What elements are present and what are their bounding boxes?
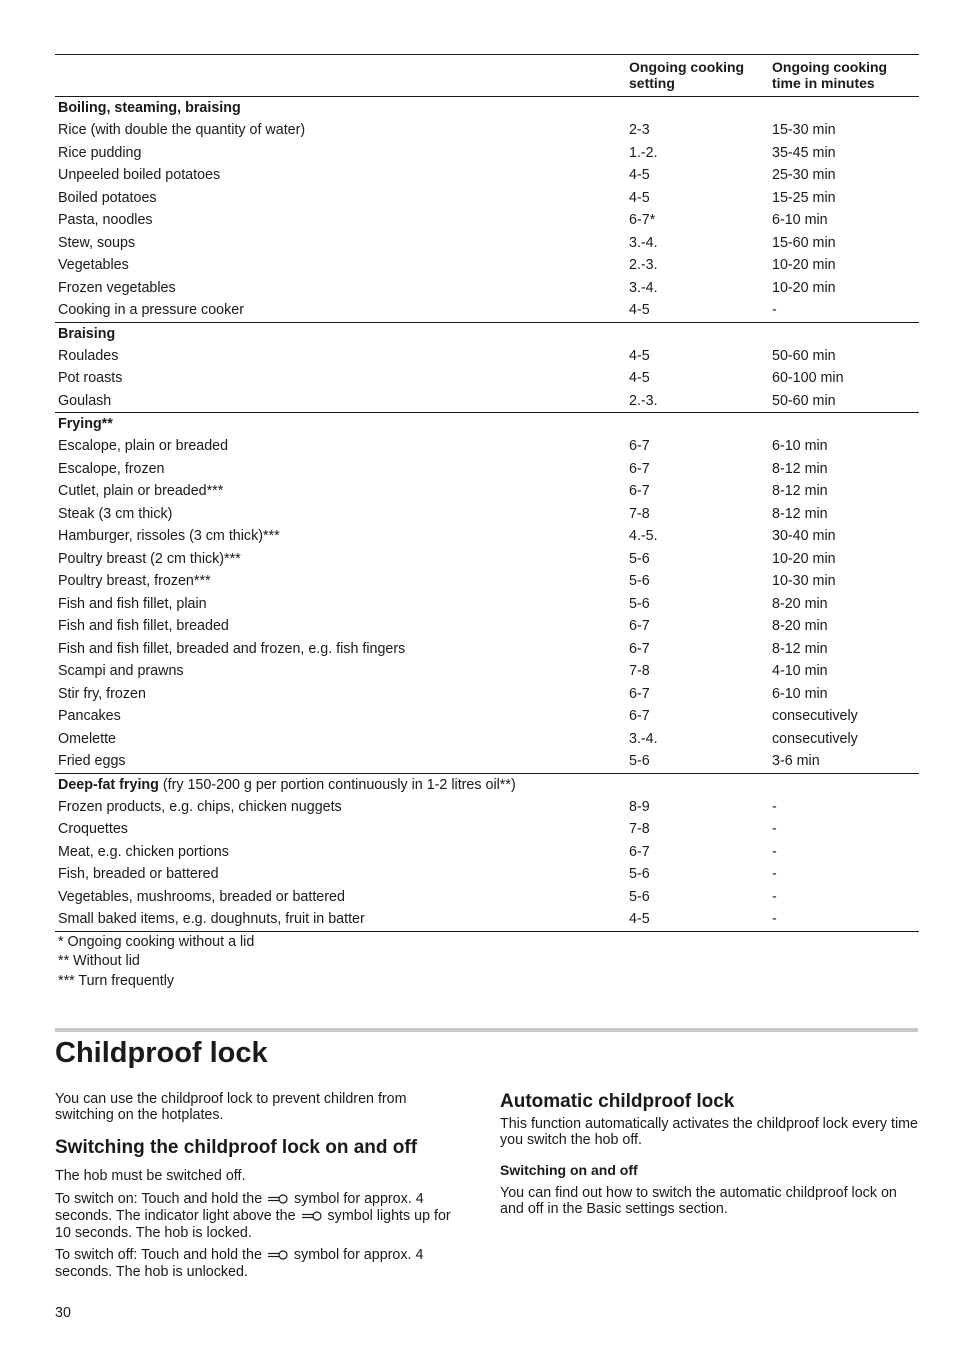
food-cell: Fish and fish fillet, plain (58, 595, 207, 612)
time-cell: 25-30 min (772, 167, 836, 183)
setting-cell: 7-8 (629, 505, 650, 522)
section-divider (55, 1028, 918, 1032)
food-cell: Croquettes (58, 821, 128, 837)
table-body (55, 97, 919, 932)
section-title: Childproof lock (55, 1037, 268, 1069)
table-row (55, 660, 919, 683)
table-row (55, 164, 919, 187)
setting-cell: 6-7 (629, 438, 650, 454)
intro-text: You can use the childproof lock to prevent children from switching on the hotplates. (55, 1091, 407, 1123)
time-cell: - (772, 798, 777, 815)
setting-cell: 6-7 (629, 708, 650, 724)
setting-cell: 6-7 (629, 685, 650, 702)
switch-off-text (55, 1247, 465, 1280)
time-cell: 10-30 min (772, 573, 836, 589)
setting-cell: 6-7 (629, 618, 650, 634)
switch-on-part: To switch on: Touch and hold the (55, 1191, 263, 1207)
key-icon (302, 1209, 322, 1225)
food-cell: Boiled potatoes (58, 189, 157, 206)
time-cell: 6-10 min (772, 438, 828, 454)
switching-heading: Switching the childproof lock on and off (55, 1137, 418, 1158)
food-cell: Escalope, frozen (58, 460, 165, 477)
food-cell: Meat, e.g. chicken portions (58, 843, 229, 860)
group-title-text: Braising (58, 325, 116, 342)
setting-cell: 5-6 (629, 595, 650, 612)
table-group-row (55, 322, 919, 345)
table-row (55, 458, 919, 481)
food-cell: Steak (3 cm thick) (58, 505, 173, 522)
group-title-text: Boiling, steaming, braising (58, 100, 241, 116)
key-icon (268, 1192, 288, 1208)
group-title (55, 97, 919, 120)
setting-cell: 4-5 (629, 347, 650, 364)
time-cell: 8-12 min (772, 483, 828, 499)
food-cell: Unpeeled boiled potatoes (58, 167, 221, 183)
header-food (55, 55, 626, 97)
group-title (55, 322, 919, 345)
table-row (55, 435, 919, 458)
cooking-table (55, 54, 919, 932)
setting-cell: 4.-5. (629, 528, 658, 544)
table-group-row (55, 97, 919, 120)
food-cell: Fish, breaded or battered (58, 866, 219, 882)
table-row (55, 908, 919, 931)
food-cell: Goulash (58, 392, 112, 409)
time-cell: 6-10 min (772, 685, 828, 702)
time-cell: 50-60 min (772, 392, 836, 409)
time-cell: - (772, 843, 777, 860)
food-cell: Hamburger, rissoles (3 cm thick)*** (58, 528, 280, 544)
setting-cell: 6-7 (629, 483, 650, 499)
table-row (55, 525, 919, 548)
setting-cell: 3.-4. (629, 730, 658, 747)
switch-on-part: symbol lights up for 10 seconds. The hob is locked. (55, 1208, 451, 1241)
setting-cell: 4-5 (629, 302, 650, 318)
page-number: 30 (55, 1305, 71, 1321)
table-row (55, 142, 919, 165)
food-cell: Omelette (58, 730, 117, 747)
food-cell: Small baked items, e.g. doughnuts, fruit in batter (55, 908, 626, 931)
setting-cell: 6-7 (629, 460, 650, 477)
group-title-text: Deep-fat frying (58, 776, 159, 793)
time-cell: 4-10 min (772, 663, 828, 679)
time-cell: - (772, 821, 777, 837)
table-row (55, 705, 919, 728)
time-cell: 8-12 min (772, 640, 828, 657)
time-cell: 15-30 min (772, 122, 836, 138)
food-cell: Stew, soups (58, 234, 136, 251)
setting-cell: 3.-4. (629, 279, 658, 296)
food-cell: Rice pudding (58, 144, 142, 161)
table-row (55, 593, 919, 616)
group-title-text: Frying** (58, 416, 113, 432)
food-cell: Scampi and prawns (58, 663, 184, 679)
table-row (55, 367, 919, 390)
setting-cell: 5-6 (629, 573, 650, 589)
table-row (55, 818, 919, 841)
setting-cell: 6-7* (629, 212, 656, 228)
time-cell: 35-45 min (772, 144, 836, 161)
key-icon (268, 1248, 288, 1264)
food-cell: Frozen products, e.g. chips, chicken nuggets (58, 798, 342, 815)
table-row (55, 683, 919, 706)
setting-cell: 4-5 (626, 908, 769, 931)
setting-cell: 8-9 (629, 798, 650, 815)
table-row (55, 390, 919, 413)
time-cell: consecutively (772, 708, 858, 724)
food-cell: Poultry breast, frozen*** (58, 573, 211, 589)
time-cell: 10-20 min (772, 550, 836, 567)
setting-cell: 2.-3. (629, 392, 658, 409)
switch-off-part: symbol for approx. 4 seconds. The hob is unlocked. (55, 1247, 424, 1280)
setting-cell: 5-6 (629, 866, 650, 882)
table-row (55, 750, 919, 773)
automatic-subtext: You can find out how to switch the automatic childproof lock on and off in the Basic settings section. (500, 1185, 897, 1217)
table-row (55, 480, 919, 503)
food-cell: Pancakes (58, 708, 121, 724)
time-cell: 30-40 min (772, 528, 836, 544)
setting-cell: 5-6 (629, 753, 650, 769)
header-setting: Ongoing cooking setting (626, 55, 769, 97)
time-cell: 10-20 min (772, 257, 836, 273)
food-cell: Poultry breast (2 cm thick)*** (58, 550, 241, 567)
food-cell: Rice (with double the quantity of water) (58, 122, 306, 138)
food-cell: Cutlet, plain or breaded*** (58, 483, 224, 499)
setting-cell: 7-8 (629, 821, 650, 837)
right-column (500, 1091, 918, 1217)
group-note: (fry 150-200 g per portion continuously in 1-2 litres oil**) (158, 776, 516, 793)
setting-cell: 4-5 (629, 167, 650, 183)
food-cell: Roulades (58, 347, 119, 364)
table-row (55, 299, 919, 322)
food-cell: Vegetables (58, 257, 129, 273)
food-cell: Escalope, plain or breaded (58, 438, 229, 454)
time-cell: 15-60 min (772, 234, 836, 251)
automatic-subheading: Switching on and off (500, 1162, 638, 1178)
cooking-table-container (55, 54, 919, 992)
time-cell: - (769, 908, 919, 931)
table-row (55, 503, 919, 526)
setting-cell: 2-3 (629, 122, 650, 138)
food-cell: Frozen vegetables (58, 279, 176, 296)
automatic-text: This function automatically activates the childproof lock every time you switch the hob off. (500, 1116, 918, 1148)
time-cell: 15-25 min (772, 189, 836, 206)
table-group-row (55, 413, 919, 436)
time-cell: 8-20 min (772, 618, 828, 634)
setting-cell: 4-5 (629, 370, 650, 386)
table-row (55, 548, 919, 571)
setting-cell: 3.-4. (629, 234, 658, 251)
time-cell: 6-10 min (772, 212, 828, 228)
time-cell: 8-20 min (772, 595, 828, 612)
setting-cell: 2.-3. (629, 257, 658, 273)
table-row (55, 638, 919, 661)
time-cell: 8-12 min (772, 460, 828, 477)
group-title (55, 413, 919, 436)
automatic-heading: Automatic childproof lock (500, 1091, 735, 1112)
time-cell: 3-6 min (772, 753, 820, 769)
group-title (55, 773, 919, 796)
table-row (55, 886, 919, 909)
setting-cell: 6-7 (629, 640, 650, 657)
table-row (55, 345, 919, 368)
food-cell: Stir fry, frozen (58, 685, 146, 702)
table-row (55, 728, 919, 751)
switch-on-part: symbol for approx. 4 seconds. The indicator light above the (55, 1191, 424, 1224)
food-cell: Fried eggs (58, 753, 126, 769)
footnotes (55, 933, 919, 992)
footnote: ** Without lid (58, 953, 140, 970)
switch-on-text (55, 1191, 465, 1241)
food-cell: Pasta, noodles (58, 212, 153, 228)
setting-cell: 4-5 (629, 189, 650, 206)
setting-cell: 7-8 (629, 663, 650, 679)
food-cell: Vegetables, mushrooms, breaded or battered (58, 888, 345, 905)
time-cell: 10-20 min (772, 279, 836, 296)
food-cell: Cooking in a pressure cooker (58, 302, 244, 318)
setting-cell: 1.-2. (629, 144, 658, 161)
time-cell: - (772, 866, 777, 882)
table-row (55, 841, 919, 864)
prereq-text: The hob must be switched off. (55, 1168, 246, 1184)
time-cell: - (772, 888, 777, 905)
time-cell: 50-60 min (772, 347, 836, 364)
time-cell: - (772, 302, 777, 318)
left-column (55, 1091, 465, 1280)
table-row (55, 119, 919, 142)
food-cell: Pot roasts (58, 370, 123, 386)
table-row (55, 863, 919, 886)
time-cell: consecutively (772, 730, 858, 747)
time-cell: 60-100 min (772, 370, 844, 386)
table-row (55, 277, 919, 300)
table-row (55, 187, 919, 210)
table-row (55, 232, 919, 255)
setting-cell: 6-7 (629, 843, 650, 860)
header-time: Ongoing cooking time in minutes (769, 55, 919, 97)
table-group-row (55, 773, 919, 796)
table-row (55, 615, 919, 638)
table-row (55, 796, 919, 819)
food-cell: Fish and fish fillet, breaded (58, 618, 229, 634)
footnote: * Ongoing cooking without a lid (58, 933, 255, 950)
switch-off-part: To switch off: Touch and hold the (55, 1247, 262, 1263)
table-row (55, 570, 919, 593)
food-cell: Fish and fish fillet, breaded and frozen, e.g. fish fingers (58, 640, 406, 657)
footnote: *** Turn frequently (58, 972, 175, 989)
table-row (55, 254, 919, 277)
time-cell: 8-12 min (772, 505, 828, 522)
table-header-row (55, 55, 919, 97)
setting-cell: 5-6 (629, 888, 650, 905)
setting-cell: 5-6 (629, 550, 650, 567)
table-row (55, 209, 919, 232)
